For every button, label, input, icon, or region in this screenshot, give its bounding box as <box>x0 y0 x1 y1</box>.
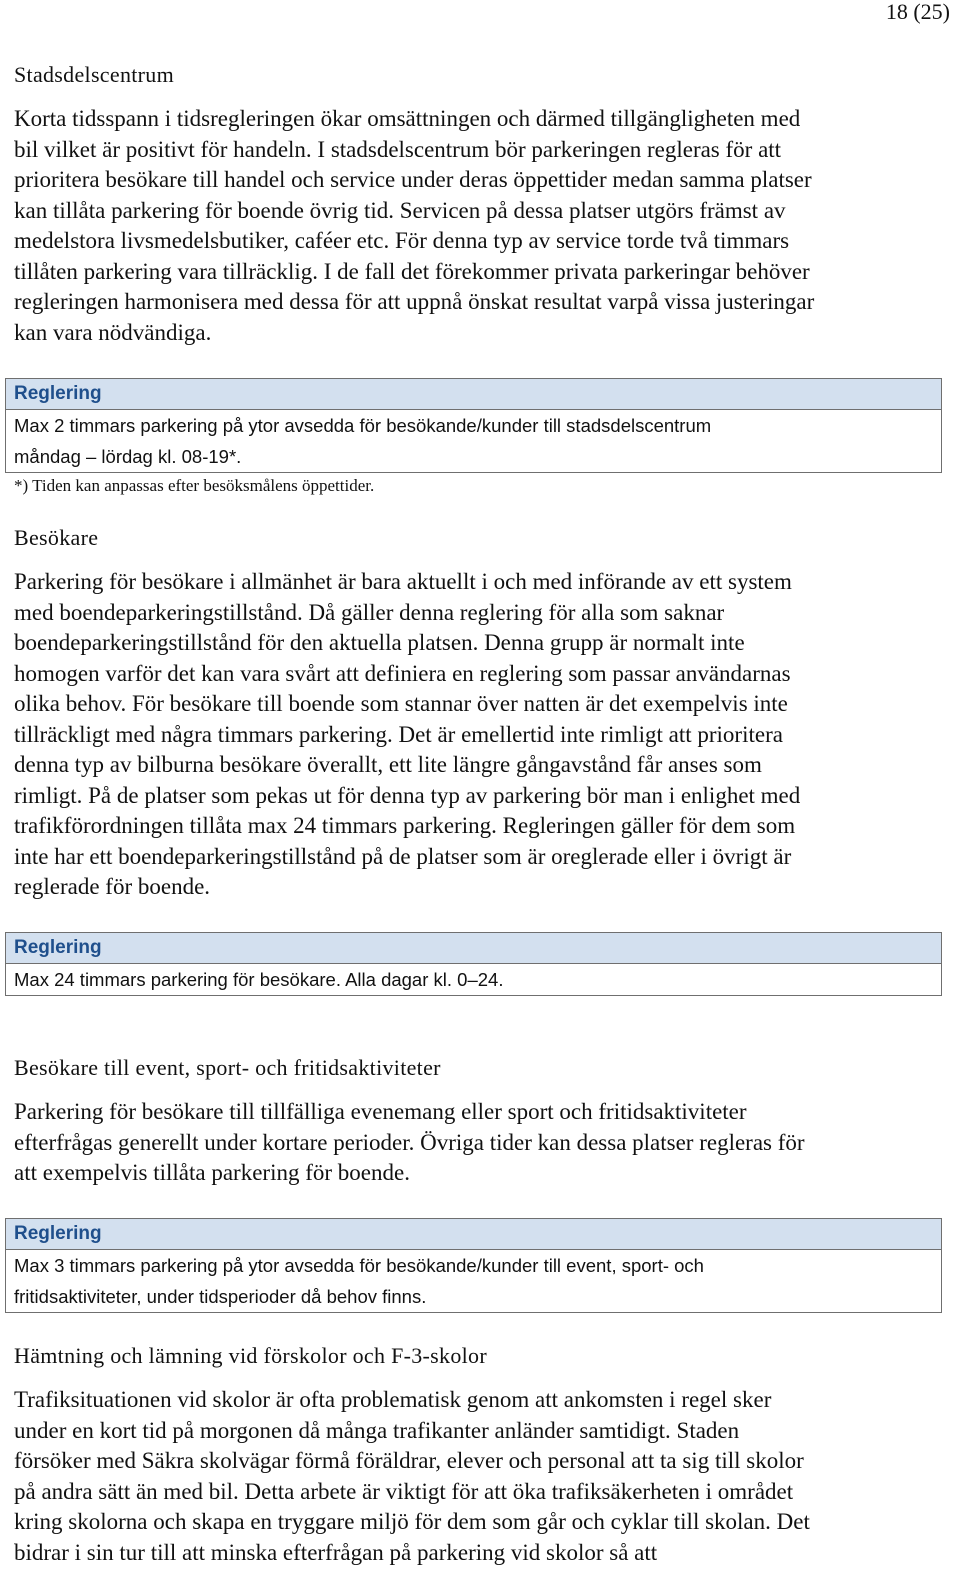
regulation-line: fritidsaktiviteter, under tidsperioder då behov finns. <box>14 1286 427 1307</box>
text-line: medelstora livsmedelsbutiker, caféer etc. För denna typ av service torde två timmars <box>14 228 790 253</box>
text-line: olika behov. För besökare till boende som stannar över natten är det exempelvis inte <box>14 691 788 716</box>
text-line: Trafiksituationen vid skolor är ofta problematisk genom att ankomsten i regel sker <box>14 1387 772 1412</box>
text-line: under en kort tid på morgonen då många trafikanter anländer samtidigt. Staden <box>14 1417 740 1443</box>
section-heading-besokare: Besökare <box>14 525 99 550</box>
text-line: på andra sätt än med bil. Detta arbete är viktigt för att öka trafiksäkerheten i området <box>14 1478 794 1504</box>
text-line: tillräckligt med några timmars parkering. Det är emellertid inte rimligt att prioritera <box>14 721 783 747</box>
text-line: kring skolorna och skapa en tryggare miljö för dem som går och cyklar till skolan. Det <box>14 1509 810 1534</box>
regulation-body <box>6 410 941 472</box>
section-heading-event: Besökare till event, sport- och fritidsaktiviteter <box>14 1055 441 1080</box>
footnote: *) Tiden kan anpassas efter besöksmålens öppettider. <box>14 476 375 495</box>
text-line: Korta tidsspann i tidsregleringen ökar omsättningen och därmed tillgängligheten med <box>14 106 801 131</box>
text-line: försöker med Säkra skolvägar förmå föräldrar, elever och personal att ta sig till skolor <box>14 1448 804 1473</box>
text-line: Parkering för besökare till tillfälliga evenemang eller sport och fritidsaktiviteter <box>14 1099 747 1124</box>
text-line: kan tillåta parkering för boende övrig tid. Servicen på dessa platser utgörs främst av <box>14 197 786 223</box>
regulation-box-event <box>5 1218 942 1313</box>
paragraph-stadsdelscentrum <box>14 104 949 348</box>
text-line: trafikförordningen tillåta max 24 timmars parkering. Regleringen gäller för dem som <box>14 813 796 838</box>
regulation-line: Max 24 timmars parkering för besökare. Alla dagar kl. 0–24. <box>14 969 504 990</box>
text-line: efterfrågas generellt under kortare perioder. Övriga tider kan dessa platser regleras för <box>14 1129 805 1155</box>
paragraph-besokare <box>14 567 949 903</box>
section-heading-skolor: Hämtning och lämning vid förskolor och F-3-skolor <box>14 1343 487 1368</box>
text-line: med boendeparkeringstillstånd. Då gäller denna reglering för alla som saknar <box>14 599 725 625</box>
page-number: 18 (25) <box>885 0 950 24</box>
text-line: regleringen harmonisera med dessa för att uppnå önskat resultat varpå vissa justeringar <box>14 289 815 314</box>
regulation-box-besokare <box>5 932 942 996</box>
regulation-line: måndag – lördag kl. 08-19*. <box>14 446 242 467</box>
paragraph-skolor <box>14 1385 949 1568</box>
text-line: Parkering för besökare i allmänhet är bara aktuellt i och med införande av ett system <box>14 569 792 594</box>
regulation-line: Max 3 timmars parkering på ytor avsedda för besökande/kunder till event, sport- och <box>14 1255 704 1276</box>
regulation-title: Reglering <box>6 1219 941 1250</box>
text-line: bil vilket är positivt för handeln. I stadsdelscentrum bör parkeringen regleras för att <box>14 136 782 162</box>
paragraph-event <box>14 1097 949 1189</box>
text-line: rimligt. På de platser som pekas ut för denna typ av parkering bör man i enlighet med <box>14 782 801 808</box>
text-line: prioritera besökare till handel och service under deras öppettider medan samma platser <box>14 167 812 192</box>
regulation-box-stadsdelscentrum <box>5 378 942 473</box>
text-line: denna typ av bilburna besökare överallt, ett lite längre gångavstånd får anses som <box>14 752 762 777</box>
section-heading-stadsdelscentrum: Stadsdelscentrum <box>14 62 174 87</box>
text-line: bidrar i sin tur till att minska efterfrågan på parkering vid skolor så att <box>14 1539 658 1565</box>
regulation-body <box>6 1250 941 1312</box>
text-line: boendeparkeringstillstånd för den aktuella platsen. Denna grupp är normalt inte <box>14 630 745 655</box>
text-line: tillåten parkering vara tillräcklig. I de fall det förekommer privata parkeringar behöver <box>14 258 810 284</box>
text-line: homogen varför det kan vara svårt att definiera en reglering som passar användarnas <box>14 660 791 686</box>
text-line: att exempelvis tillåta parkering för boende. <box>14 1160 410 1185</box>
text-line: kan vara nödvändiga. <box>14 319 212 345</box>
text-line: reglerade för boende. <box>14 874 211 899</box>
regulation-body <box>6 964 941 995</box>
regulation-title: Reglering <box>6 933 941 964</box>
text-line: inte har ett boendeparkeringstillstånd på de platser som är oreglerade eller i övrigt är <box>14 843 792 869</box>
regulation-title: Reglering <box>6 379 941 410</box>
regulation-line: Max 2 timmars parkering på ytor avsedda för besökande/kunder till stadsdelscentrum <box>14 415 712 436</box>
